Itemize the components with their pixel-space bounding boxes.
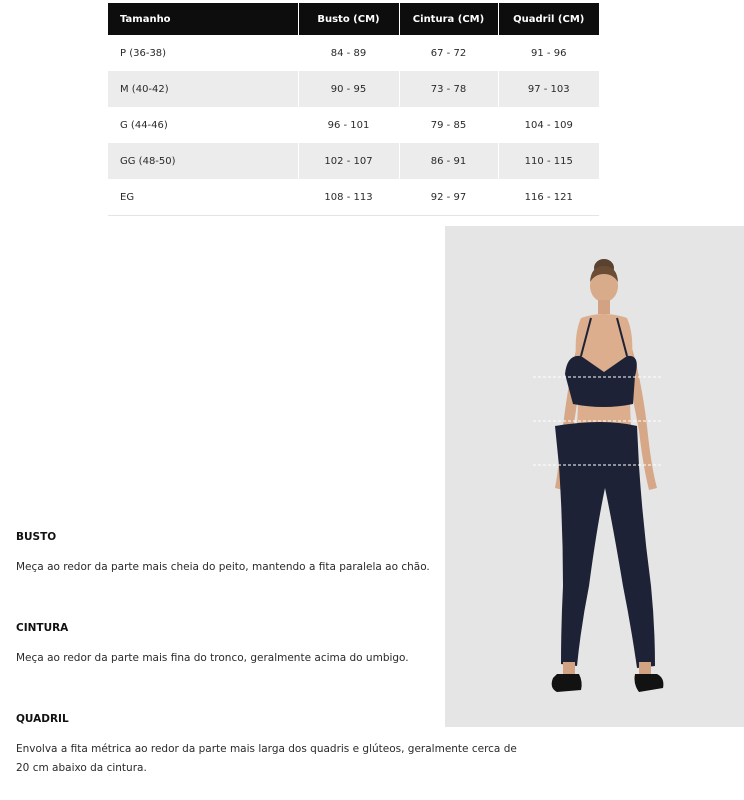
table-row bbox=[108, 107, 599, 143]
waist-cell: 92 - 97 bbox=[399, 179, 498, 216]
quadril-text-line-1: Envolva a fita métrica ao redor da parte mais larga dos quadris e glúteos, geralmente cerca de bbox=[16, 743, 517, 755]
header-bust: Busto (CM) bbox=[298, 3, 399, 35]
table-row bbox=[108, 71, 599, 107]
hip-cell: 97 - 103 bbox=[498, 71, 599, 107]
model-figure-illustration bbox=[445, 226, 744, 727]
size-cell: M (40-42) bbox=[108, 71, 298, 107]
size-cell: G (44-46) bbox=[120, 119, 168, 131]
busto-text: Meça ao redor da parte mais cheia do peito, mantendo a fita paralela ao chão. bbox=[16, 561, 430, 573]
hip-cell: 91 - 96 bbox=[498, 35, 599, 71]
model-measurement-image bbox=[445, 226, 744, 727]
size-cell: EG bbox=[108, 179, 298, 216]
header-waist: Cintura (CM) bbox=[399, 3, 498, 35]
busto-title: BUSTO bbox=[16, 531, 57, 543]
header-size: Tamanho bbox=[108, 3, 298, 35]
right-shoe-icon bbox=[635, 674, 664, 692]
size-chart-table bbox=[108, 3, 599, 216]
quadril-text-line-2: 20 cm abaixo da cintura. bbox=[16, 762, 147, 774]
waist-cell: 67 - 72 bbox=[399, 35, 498, 71]
bust-cell: 96 - 101 bbox=[298, 107, 399, 143]
bust-cell: 90 - 95 bbox=[298, 71, 399, 107]
bust-cell: 84 - 89 bbox=[298, 35, 399, 71]
waist-cell: 86 - 91 bbox=[399, 143, 498, 179]
waist-cell: 79 - 85 bbox=[399, 107, 498, 143]
quadril-title: QUADRIL bbox=[16, 713, 69, 725]
cintura-title: CINTURA bbox=[16, 622, 69, 634]
quadril-text bbox=[16, 740, 576, 778]
size-cell: GG (48-50) bbox=[108, 143, 298, 179]
size-table-header-row bbox=[108, 3, 599, 35]
waist-cell: 73 - 78 bbox=[399, 71, 498, 107]
bust-cell: 108 - 113 bbox=[298, 179, 399, 216]
table-row bbox=[108, 35, 599, 71]
size-cell: P (36-38) bbox=[120, 47, 167, 59]
table-row bbox=[108, 179, 599, 216]
table-row bbox=[108, 143, 599, 179]
header-hip: Quadril (CM) bbox=[498, 3, 599, 35]
left-shoe-icon bbox=[552, 674, 582, 692]
hip-cell: 116 - 121 bbox=[498, 179, 599, 216]
bust-cell: 102 - 107 bbox=[298, 143, 399, 179]
hip-cell: 104 - 109 bbox=[498, 107, 599, 143]
hip-cell: 110 - 115 bbox=[498, 143, 599, 179]
cintura-text: Meça ao redor da parte mais fina do tronco, geralmente acima do umbigo. bbox=[16, 652, 409, 664]
leggings bbox=[555, 422, 655, 668]
